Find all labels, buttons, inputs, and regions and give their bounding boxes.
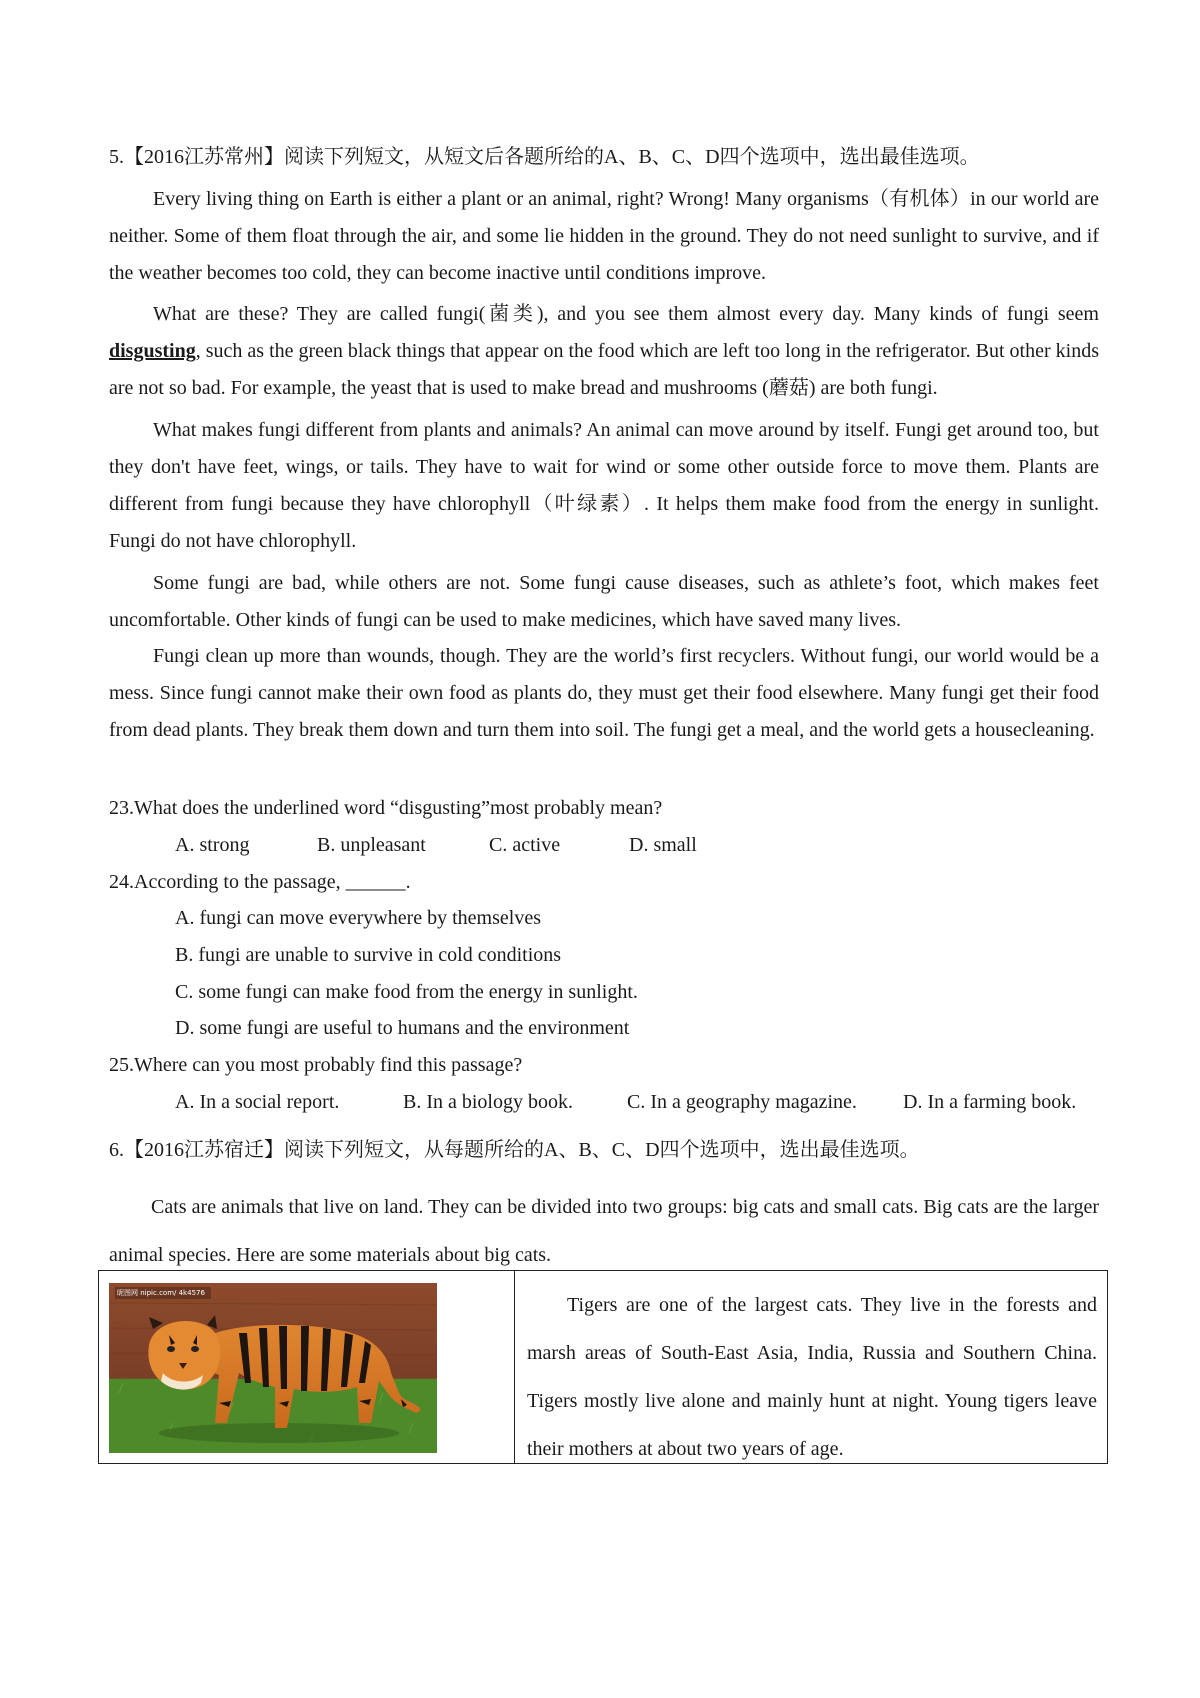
q25-options	[175, 1090, 1105, 1114]
underlined-word: disgusting	[109, 340, 196, 362]
q5-paragraph-5: Fungi clean up more than wounds, though. They are the world’s first recyclers. Without fungi, our world would be a mess. Since fungi cannot make their own food as plants do, they must get their food elsewhere. Many fungi get their food from dead plants. They break them down and turn them into soil. The fungi get a meal, and the world gets a housecleaning.	[109, 645, 1099, 741]
material-table	[98, 1270, 1108, 1464]
q24-option-d: D. some fungi are useful to humans and the environment	[175, 1017, 630, 1039]
q25-option-d: D. In a farming book.	[903, 1091, 1077, 1113]
q24-stem: 24.According to the passage, ______.	[109, 871, 411, 893]
q24-option-a: A. fungi can move everywhere by themselves	[175, 907, 541, 929]
q24-option-b: B. fungi are unable to survive in cold conditions	[175, 944, 562, 966]
image-watermark: 昵图网 nipic.com/ 4k4576	[117, 1289, 205, 1297]
q6-intro: Cats are animals that live on land. They can be divided into two groups: big cats and small cats. Big cats are the larger animal species. Here are some materials about big cats.	[109, 1196, 1099, 1266]
q5-paragraph-2-start: What are these? They are called fungi(菌类), and you see them almost every day. Many kinds of fungi seem	[153, 303, 1099, 325]
q5-paragraph-2-end: , such as the green black things that appear on the food which are left too long in the refrigerator. But other kinds are not so bad. For example, the yeast that is used to make bread and mushrooms (蘑菇) are both fungi.	[109, 340, 1099, 399]
q23-option-d: D. small	[629, 834, 697, 856]
tiger-description: Tigers are one of the largest cats. They live in the forests and marsh areas of South-East Asia, India, Russia and Southern China. Tigers mostly live alone and mainly hunt at night. Young tigers leave their mothers at about two years of age.	[527, 1294, 1097, 1460]
q25-option-b: B. In a biology book.	[403, 1091, 573, 1113]
q5-heading: 5.【2016江苏常州】阅读下列短文，从短文后各题所给的A、B、C、D四个选项中，选出最佳选项。	[109, 146, 980, 168]
tiger-photo	[109, 1283, 437, 1453]
q23-option-a: A. strong	[175, 834, 250, 856]
q5-paragraph-3: What makes fungi different from plants and animals? An animal can move around by itself. Fungi get around too, but they don't have feet, wings, or tails. They have to wait for wind or some other outside force to move them. Plants are different from fungi because they have chlorophyll（叶绿素）. It helps them make food from the energy in sunlight. Fungi do not have chlorophyll.	[109, 419, 1099, 552]
q5-paragraph-1: Every living thing on Earth is either a plant or an animal, right? Wrong! Many organisms（有机体）in our world are neither. Some of them float through the air, and some lie hidden in the ground. They do not need sunlight to survive, and if the weather becomes too cold, they can become inactive until conditions improve.	[109, 188, 1099, 284]
q25-option-a: A. In a social report.	[175, 1091, 340, 1113]
q23-option-b: B. unpleasant	[317, 834, 426, 856]
q6-heading: 6.【2016江苏宿迁】阅读下列短文，从每题所给的A、B、C、D四个选项中，选出最佳选项。	[109, 1139, 920, 1161]
q23-option-c: C. active	[489, 834, 561, 856]
table-divider	[514, 1271, 515, 1463]
q5-paragraph-2	[109, 296, 1099, 407]
tiger-image	[109, 1283, 437, 1453]
q23-stem: 23.What does the underlined word “disgusting”most probably mean?	[109, 797, 663, 819]
q23-options	[175, 833, 775, 857]
q24-option-c: C. some fungi can make food from the energy in sunlight.	[175, 981, 638, 1003]
q25-option-c: C. In a geography magazine.	[627, 1091, 857, 1113]
q5-paragraph-4: Some fungi are bad, while others are not. Some fungi cause diseases, such as athlete’s foot, which makes feet uncomfortable. Other kinds of fungi can be used to make medicines, which have saved many lives.	[109, 572, 1099, 631]
q25-stem: 25.Where can you most probably find this passage?	[109, 1054, 523, 1076]
